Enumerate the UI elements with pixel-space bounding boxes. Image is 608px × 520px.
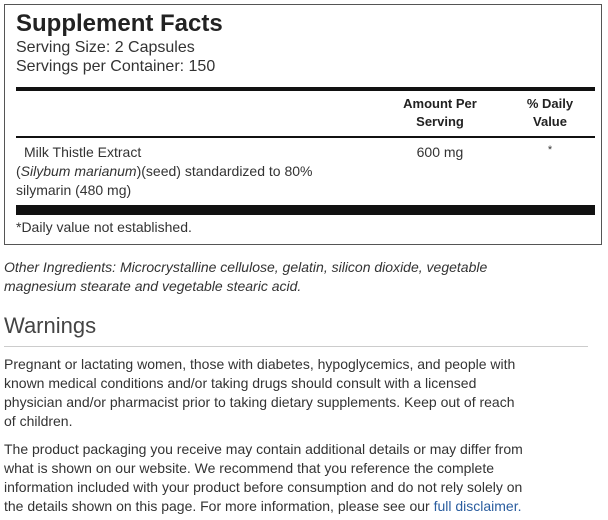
paragraph-line: Pregnant or lactating women, those with diabetes, hypoglycemics, and people with	[4, 356, 516, 372]
daily-value-header	[510, 95, 590, 131]
ingredient-name: Milk Thistle Extract	[24, 144, 142, 160]
warnings-divider	[4, 346, 588, 347]
other-ingredients-line: Other Ingredients: Microcrystalline cellulose, gelatin, silicon dioxide, vegetable	[4, 259, 488, 275]
footnote: *Daily value not established.	[16, 219, 192, 235]
paragraph-text: the details shown on this page. For more information, please see our	[4, 498, 434, 514]
header-line: Amount Per	[403, 96, 477, 111]
ingredient-dv: *	[547, 144, 553, 156]
other-ingredients-line: magnesium stearate and vegetable stearic acid.	[4, 278, 302, 294]
paragraph-line: physician and/or pharmacist prior to taking dietary supplements. Keep out of reach	[4, 394, 515, 410]
paragraph-line	[4, 497, 523, 516]
ingredient-amount: 600 mg	[416, 144, 464, 160]
paren: (	[16, 163, 21, 179]
header-line: Serving	[416, 114, 464, 129]
servings-per-container: Servings per Container: 150	[16, 58, 216, 75]
paragraph-line: what is shown on our website. We recommend that you reference the complete	[4, 460, 494, 476]
facts-title: Supplement Facts	[16, 10, 223, 37]
ingredient-detail	[16, 162, 312, 181]
ingredient-description	[16, 143, 312, 200]
paragraph-line: information included with your product before consumption and do not rely solely on	[4, 479, 523, 495]
ingredient-detail-2: silymarin (480 mg)	[16, 182, 132, 198]
divider	[16, 136, 595, 138]
latin-name: Silybum marianum	[20, 163, 137, 179]
divider-thick	[16, 87, 595, 91]
paragraph-line: of children.	[4, 413, 73, 429]
amount-per-serving-header	[385, 95, 495, 131]
serving-size: Serving Size: 2 Capsules	[16, 39, 195, 56]
supplement-facts-panel	[4, 4, 602, 245]
warnings-paragraph	[4, 355, 515, 431]
header-line: Value	[533, 114, 567, 129]
full-disclaimer-link[interactable]: full disclaimer.	[433, 498, 522, 514]
detail-text: )(seed) standardized to 80%	[136, 163, 313, 179]
disclaimer-paragraph	[4, 440, 523, 516]
header-line: % Daily	[526, 96, 574, 111]
warnings-heading: Warnings	[4, 313, 97, 338]
paragraph-line: known medical conditions and/or taking drugs should consult with a licensed	[4, 375, 477, 391]
other-ingredients	[4, 258, 487, 296]
divider-heavy	[16, 205, 595, 215]
paragraph-line: The product packaging you receive may contain additional details or may differ from	[4, 441, 523, 457]
